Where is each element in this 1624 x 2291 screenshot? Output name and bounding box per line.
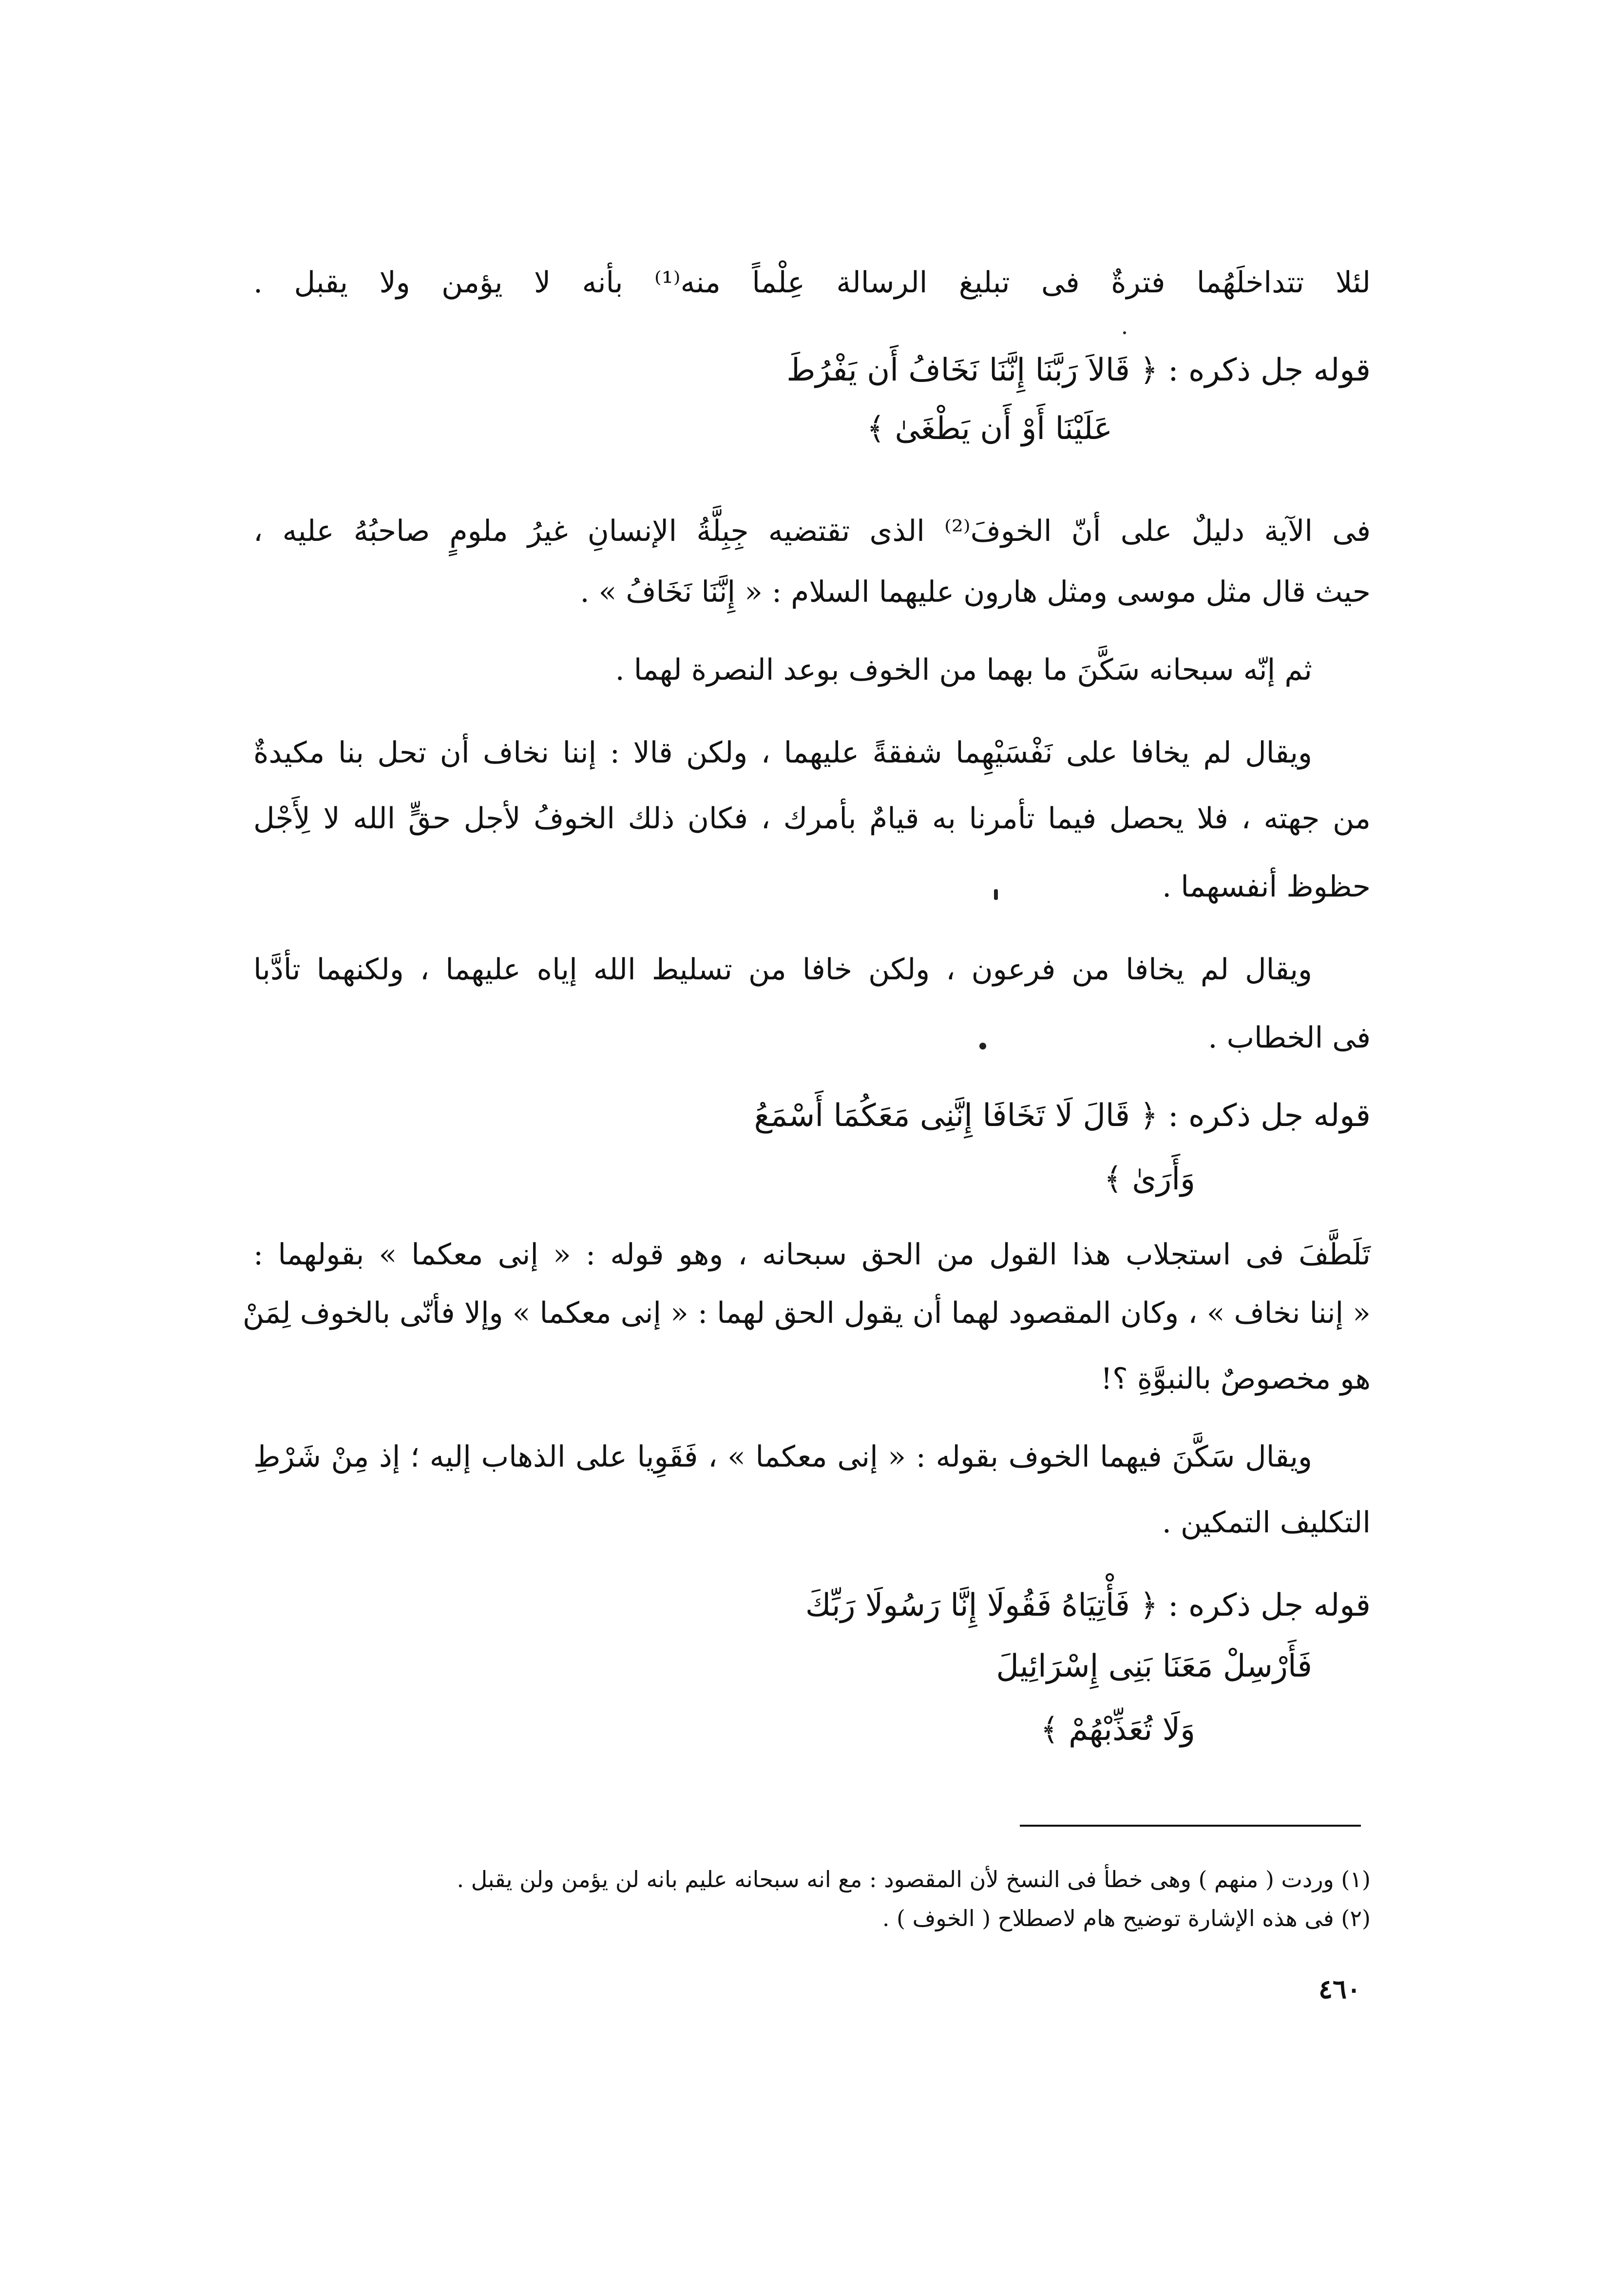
text-line-2: فى الآية دليلٌ على أنّ الخوفَ⁽²⁾ الذى تقتضيه جِبِلَّةُ الإنسانِ غيرُ ملومٍ صاحبُهُ عليه ، [253,514,1371,548]
text-line-4: ثم إنّه سبحانه سَكَّنَ ما بهما من الخوف بوعد النصرة لهما . [615,653,1312,687]
quran-verse-heading-1: قوله جل ذكره : ﴿ قَالاَ رَبَّنَا إِنَّنَا نَخَافُ أَن يَفْرُطَ [786,352,1371,388]
quran-verse-heading-3: قوله جل ذكره : ﴿ فَأْتِيَاهُ فَقُولَا إِنَّا رَسُولَا رَبِّكَ [805,1587,1371,1623]
text-line-12: هو مخصوصٌ بالنبوَّةِ ؟! [1100,1362,1371,1396]
ink-speck [994,889,998,900]
quran-verse-continuation-4: وَلَا تُعَذِّبْهُمْ ﴾ [1040,1712,1195,1748]
text-line-14: التكليف التمكين . [1162,1506,1371,1540]
text-line-1: لئلا تتداخلَهُما فترةٌ فى تبليغ الرسالة عِلْماً منه⁽¹⁾ بأنه لا يؤمن ولا يقبل . [253,266,1371,300]
text-line-10: تَلَطَّفَ فى استجلاب هذا القول من الحق سبحانه ، وهو قوله : « إنى معكما » بقولهما : [253,1238,1371,1272]
text-line-13: ويقال سَكَّنَ فيهما الخوف بقوله : « إنى معكما » ، فَقَوِيا على الذهاب إليه ؛ إذ مِنْ شَرْطِ [253,1440,1312,1474]
ink-speck [979,1043,986,1050]
quran-verse-continuation-2: وَأَرَىٰ ﴾ [1104,1161,1195,1197]
text-line-9: فى الخطاب . [1208,1021,1371,1055]
quran-verse-heading-2: قوله جل ذكره : ﴿ قَالَ لَا تَخَافَا إِنَّنِى مَعَكُمَا أَسْمَعُ [754,1098,1371,1134]
text-line-3: حيث قال مثل موسى ومثل هارون عليهما السلام : « إِنَّنَا نَخَافُ » . [580,575,1371,609]
text-line-6: من جهته ، فلا يحصل فيما تأمرنا به قيامٌ بأمرك ، فكان ذلك الخوفُ لأجل حقٍّ الله لا لِأَجْل [253,802,1371,836]
footnote-1: (١) وردت ( منهم ) وهى خطأ فى النسخ لأن المقصود : مع انه سبحانه عليم بانه لن يؤمن ولن يقبل . [457,1866,1371,1892]
text-line-11: « إننا نخاف » ، وكان المقصود لهما أن يقول الحق لهما : « إنى معكما » وإلا فأنّى بالخوف لِمَنْ [243,1296,1371,1330]
text-line-5: ويقال لم يخافا على نَفْسَيْهِما شفقةً عليهما ، ولكن قالا : إننا نخاف أن تحل بنا مكيدةٌ [253,736,1312,770]
ink-speck [1123,331,1126,334]
footnote-2: (٢) فى هذه الإشارة توضيح هام لاصطلاح ( الخوف ) . [882,1905,1371,1931]
footnote-separator [1020,1825,1361,1827]
quran-verse-continuation-3: فَأَرْسِلْ مَعَنَا بَنِى إِسْرَائِيلَ [996,1648,1312,1684]
text-line-7: حظوظ أنفسهما . [1162,870,1371,904]
quran-verse-continuation-1: عَلَيْنَا أَوْ أَن يَطْغَىٰ ﴾ [866,411,1112,447]
text-line-8: ويقال لم يخافا من فرعون ، ولكن خافا من تسليط الله إياه عليهما ، ولكنهما تأدَّبا [253,953,1312,987]
page-number: ٤٦٠ [1318,1973,1361,2005]
